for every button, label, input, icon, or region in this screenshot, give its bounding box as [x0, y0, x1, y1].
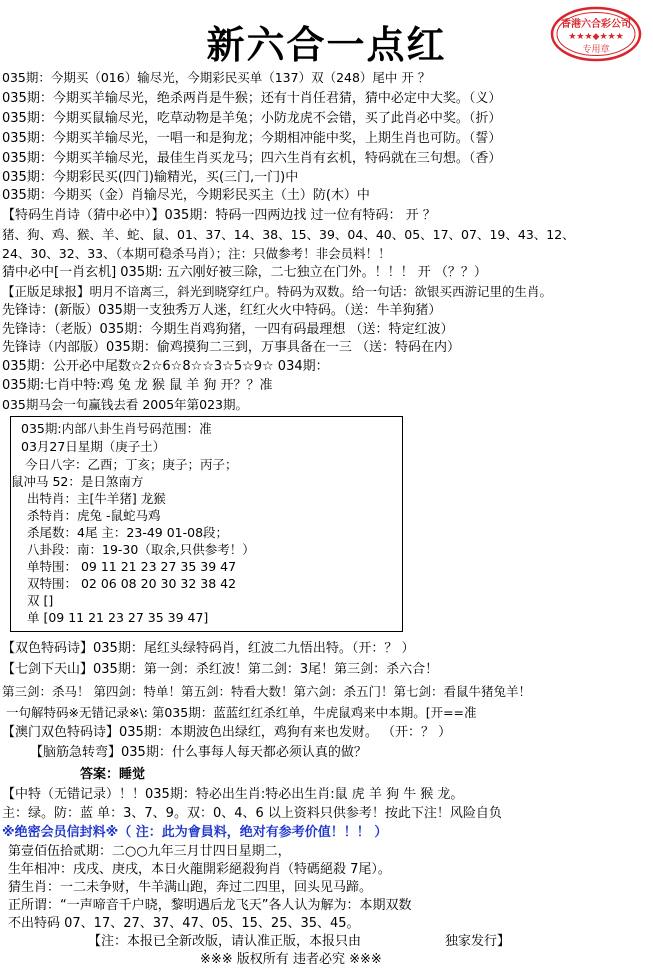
- notice-text-end: 独家发行】: [445, 934, 511, 949]
- box-line-bagua-segment: 八卦段：南：19-30（取余,只供参考！）: [27, 542, 255, 557]
- line-tail-numbers: 035期：公开必中尾数☆2☆6☆8☆☆3☆5☆9☆ 034期：: [2, 359, 329, 374]
- line-period-number: 035期：今期买（016）输尽光，今期彩民买单（137）双（248）尾中 开 ？: [2, 70, 431, 85]
- line-mystery: 猜中必中[一肖玄机] 035期: 五六刚好被三除，二七独立在门外。！！！ 开 （？？）: [2, 265, 487, 280]
- box-line-odd-range: 单特围： 09 11 21 23 27 35 39 47: [27, 559, 237, 574]
- line-guess-zodiac: 猜生肖：一二未争财，牛羊满山跑，奔过二四里，回头见马蹄。: [8, 880, 373, 895]
- line-poem-1: 035期：今期买羊输尽光，绝杀两肖是牛猴；还有十肖任君猜，猜中必定中大奖。（义）: [2, 91, 502, 106]
- line-excluded-numbers: 不出特码 07、17、27、37、47、05、15、25、35、45。: [8, 916, 360, 931]
- line-seven-swords-2: 第三剑：杀马！ 第四剑：特单！第五剑：特看大数！第六剑：杀五门！第七剑：看鼠牛猪兔羊！: [2, 684, 531, 699]
- line-seven-zodiac: 035期:七肖中特:鸡 兔 龙 猴 鼠 羊 狗 开？？准: [2, 378, 273, 393]
- line-football-news: 【正版足球报】明月不谙离三，斜光到晓穿红户。特码为双数。给一句话：欲银买西游记里的生肖。: [2, 284, 553, 299]
- line-poem-2: 035期：今期买鼠输尽光，吃草动物是羊兔；小防龙虎不会错，买了此肖必中奖。（折）: [2, 111, 502, 126]
- box-line-odd: 单 [09 11 21 23 27 35 39 47]: [27, 610, 209, 625]
- box-line-clash: 鼠冲马 52：是日煞南方: [11, 474, 144, 489]
- line-jockey-club: 035期马会一句赢钱去看 2005年第023期。: [2, 397, 249, 412]
- bagua-info-box: [10, 416, 403, 632]
- box-line-date: 03月27日星期（庚子土）: [21, 439, 166, 454]
- line-poem-3: 035期：今期买羊输尽光，一唱一和是狗龙；今期相冲能中奖，上期生肖也可防。（誓）: [2, 131, 502, 146]
- box-line-even: 双 []: [27, 593, 54, 608]
- line-number-list-1: 猪、狗、鸡、猴、羊、蛇、鼠、01、37、14、38、15、39、04、40、05、17、07、19、43、12、: [2, 227, 575, 242]
- svg-text:★★★◆★★★: ★★★◆★★★: [568, 32, 624, 42]
- line-copyright: ※※※ 版权所有 违者必究 ※※※: [200, 952, 382, 967]
- line-element: 035期：今期买（金）肖输尽光，今期彩民买主（土）防(木）中: [2, 188, 370, 203]
- box-line-kill-zodiac: 杀特肖：虎兔 -鼠蛇马鸡: [27, 508, 161, 523]
- notice-text-start: 【注：本报已全新改版，请认准正版，本报只由: [88, 934, 362, 949]
- box-line-range: 035期:内部八卦生肖号码范围：准: [21, 421, 212, 436]
- page-title: 新六合一点红: [206, 22, 447, 67]
- line-pioneer-new: 先锋诗：(新版）035期一支独秀万人迷，红红火火中特码。（送：牛羊狗猪）: [2, 303, 442, 318]
- line-notice: [88, 933, 510, 950]
- company-stamp-seal: [550, 6, 642, 62]
- line-macau-poem: 【澳门双色特码诗】035期：本期波色出绿红，鸡狗有来也发财。 （开：？ ）: [2, 725, 452, 740]
- redacted-area: [361, 935, 445, 949]
- line-number-list-2: 24、30、32、33、（本期可稳杀马肖）；注：只做参考！非会员料！！: [2, 246, 391, 261]
- line-color-advice: 主：绿。防：蓝 单：3、7、9。双：0、4、6 以上资料只供参考！按此下注！风险自负: [2, 806, 502, 821]
- line-pioneer-old: 先锋诗：（老版）035期：今期生肖鸡狗猪，一四有码最理想 （送：特定红波）: [2, 322, 454, 337]
- line-special-zodiac: 【中特（无错记录）！！035期：特必出生肖:特必出生肖:鼠 虎 羊 狗 牛 猴 龙。: [2, 787, 464, 802]
- box-line-bazi: 今日八字：乙酉；丁亥；庚子；丙子；: [25, 457, 238, 472]
- line-member-secret: ※绝密会员信封料※（ 注：此为會員料，绝对有参考价值！！！ ）: [2, 825, 388, 840]
- box-line-kill-tail: 杀尾数：4尾 主：23-49 01-08段；: [27, 525, 229, 540]
- line-one-sentence: 一句解特码※无错记录※\: 第035期：蓝蓝红红杀红单，牛虎鼠鸡来中本期。[开==准: [6, 705, 477, 720]
- line-brain-teaser: 【脑筋急转弯】035期：什么事每人每天都必须认真的做？: [30, 745, 367, 760]
- svg-text:专用章: 专用章: [582, 45, 610, 55]
- line-year-clash: 生年相冲：戌戌、庚戌，本日火龍開彩絕殺狗肖（特碼絕殺 7尾）。: [8, 862, 391, 877]
- line-gate: 035期：今期彩民买(四门)输精光，买(三门,一门)中: [2, 170, 299, 185]
- line-saying: 正所谓：“一声啼音千户晓，黎明遇后龙飞天”各人认为解为：本期双数: [8, 898, 412, 913]
- line-poem-4: 035期：今期买羊输尽光，最佳生肖买龙马；四六生肖有玄机，特码就在三句想。（香）: [2, 151, 502, 166]
- box-line-even-range: 双特围： 02 06 08 20 30 32 38 42: [27, 576, 237, 591]
- line-two-color-poem: 【双色特码诗】035期：尾红头绿特码肖，红波二九悟出特。（开：？ ）: [2, 641, 415, 656]
- line-issue-date: 第壹佰伍拾贰期：二○○九年三月廿四日星期二，: [8, 844, 291, 859]
- line-seven-swords-1: 【七剑下天山】035期：第一剑：杀红波！第二剑：3尾！第三剑：杀六合！: [2, 662, 439, 677]
- line-answer: 答案：睡觉: [80, 767, 146, 782]
- line-pioneer-internal: 先锋诗（内部版）035期：偷鸡摸狗二三到，万事具备在一三 （送：特码在内）: [2, 340, 460, 355]
- box-line-out-zodiac: 出特肖：主[牛羊猪] 龙猴: [27, 491, 166, 506]
- svg-text:香港六合彩公司: 香港六合彩公司: [561, 19, 631, 30]
- line-zodiac-poem-header: 【特码生肖诗（猜中必中）】035期：特码一四两边找 过一位有特码： 开 ？: [2, 208, 436, 223]
